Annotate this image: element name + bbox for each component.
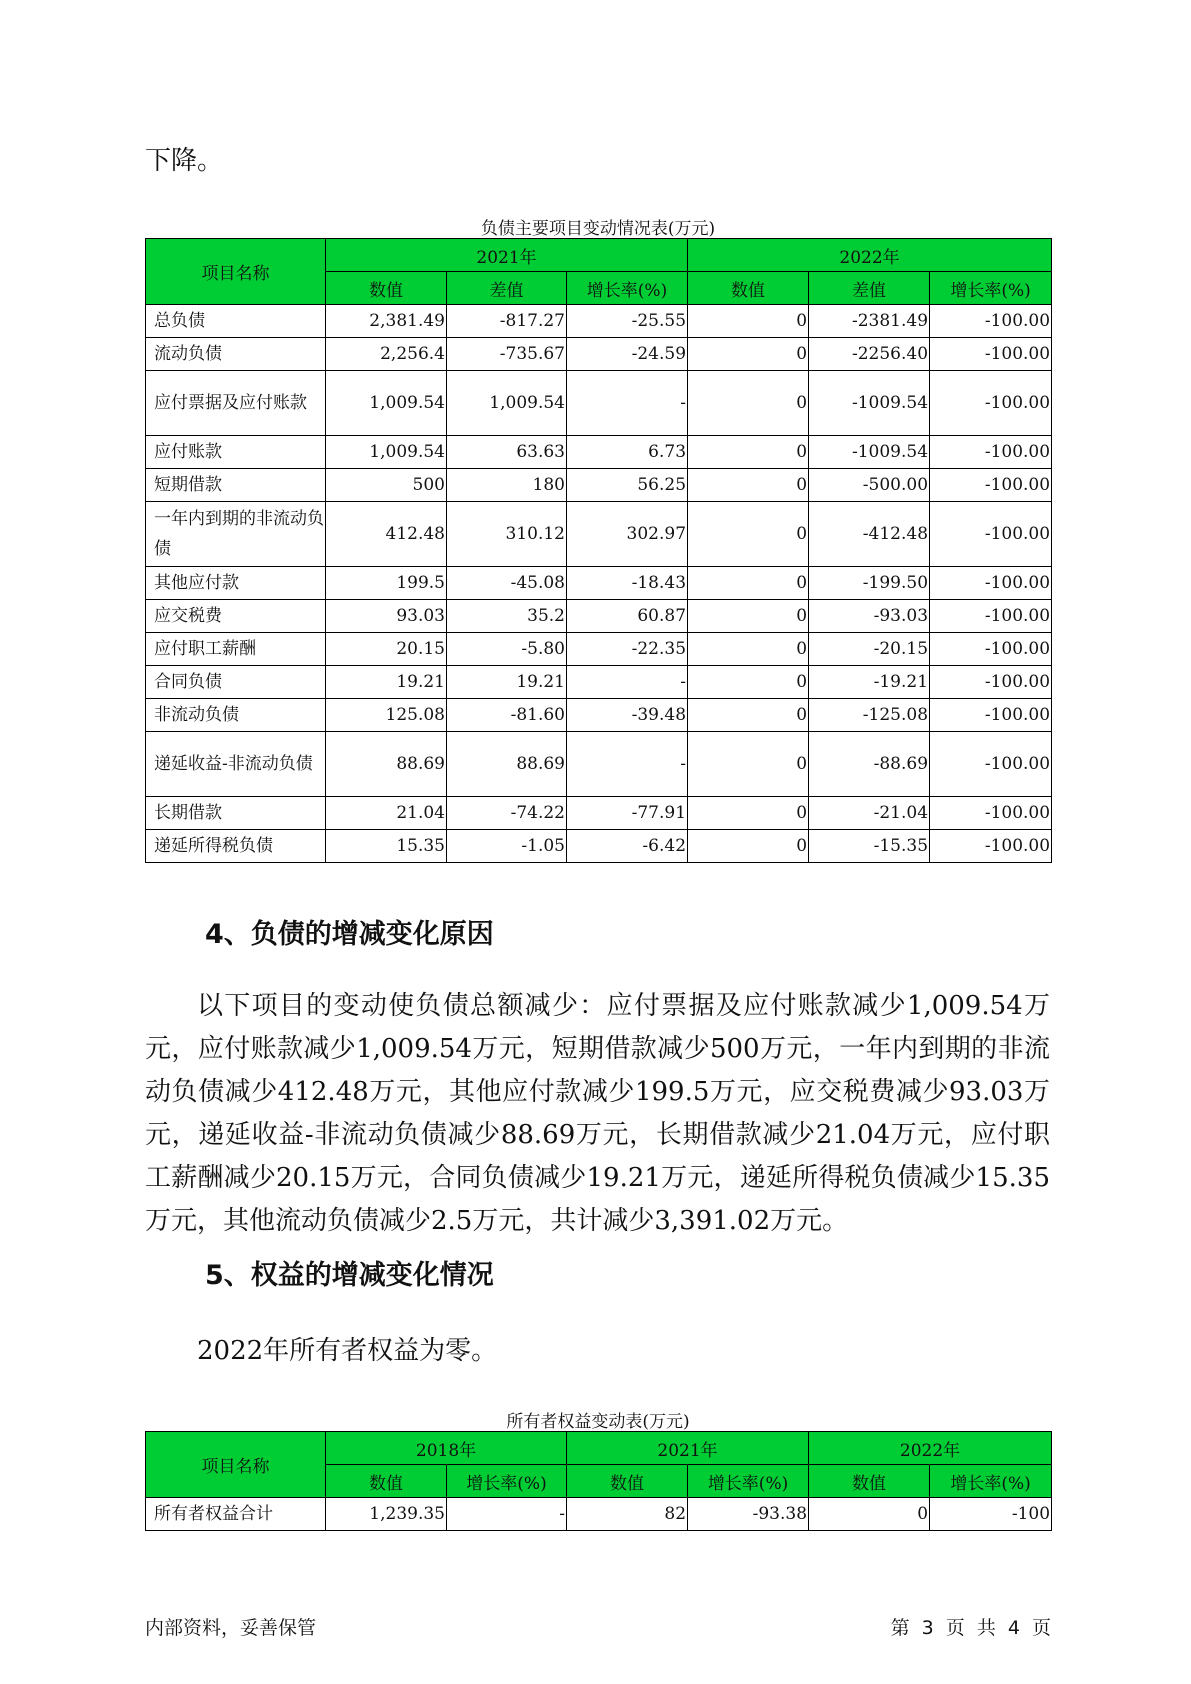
header-year-2022: 2022年 xyxy=(809,1432,1052,1465)
header-rate: 增长率(%) xyxy=(930,272,1052,305)
row-name: 应付职工薪酬 xyxy=(146,633,326,666)
cell-2021-rate: -25.55 xyxy=(567,305,688,338)
cell-2022-rate: -100.00 xyxy=(930,699,1052,732)
cell-2021-value: 1,009.54 xyxy=(326,436,447,469)
cell-2021-value: 21.04 xyxy=(326,797,447,830)
cell-2022-rate: -100.00 xyxy=(930,305,1052,338)
cell-2022-rate: -100.00 xyxy=(930,436,1052,469)
header-year-2022: 2022年 xyxy=(688,239,1052,272)
cell-2022-diff: -2381.49 xyxy=(809,305,930,338)
cell-2018-value: 1,239.35 xyxy=(326,1498,447,1531)
cell-2021-diff: -1.05 xyxy=(447,830,567,863)
table-row xyxy=(146,732,1052,797)
cell-2021-rate: 60.87 xyxy=(567,600,688,633)
row-name: 递延收益-非流动负债 xyxy=(146,732,326,797)
cell-2022-diff: -2256.40 xyxy=(809,338,930,371)
cell-2022-value: 0 xyxy=(688,371,809,436)
cell-2021-diff: -5.80 xyxy=(447,633,567,666)
cell-2022-value: 0 xyxy=(688,338,809,371)
table2-caption: 所有者权益变动表(万元) xyxy=(506,1412,690,1432)
cell-2021-rate: -77.91 xyxy=(567,797,688,830)
table-row xyxy=(146,436,1052,469)
cell-2021-value: 1,009.54 xyxy=(326,371,447,436)
cell-2022-value: 0 xyxy=(688,666,809,699)
cell-2021-value: 15.35 xyxy=(326,830,447,863)
header-rate: 增长率(%) xyxy=(688,1465,809,1498)
row-name: 总负债 xyxy=(146,305,326,338)
cell-2022-value: 0 xyxy=(688,699,809,732)
cell-2022-diff: -500.00 xyxy=(809,469,930,502)
cell-2022-value: 0 xyxy=(688,567,809,600)
intro-line: 下降。 xyxy=(145,146,224,176)
cell-2022-diff: -20.15 xyxy=(809,633,930,666)
header-year-2021: 2021年 xyxy=(567,1432,809,1465)
header-rate: 增长率(%) xyxy=(447,1465,567,1498)
cell-2021-rate: -93.38 xyxy=(688,1498,809,1531)
cell-2022-rate: -100.00 xyxy=(930,469,1052,502)
cell-2021-value: 88.69 xyxy=(326,732,447,797)
cell-2021-value: 93.03 xyxy=(326,600,447,633)
cell-2022-rate: -100.00 xyxy=(930,633,1052,666)
table-row xyxy=(146,338,1052,371)
cell-2021-value: 20.15 xyxy=(326,633,447,666)
section5-heading: 5、权益的增减变化情况 xyxy=(205,1260,494,1291)
cell-2022-rate: -100.00 xyxy=(930,502,1052,567)
row-name: 流动负债 xyxy=(146,338,326,371)
cell-2022-rate: -100.00 xyxy=(930,797,1052,830)
cell-2022-diff: -125.08 xyxy=(809,699,930,732)
row-name: 一年内到期的非流动负债 xyxy=(146,502,326,567)
cell-2022-rate: -100.00 xyxy=(930,732,1052,797)
header-rate: 增长率(%) xyxy=(567,272,688,305)
cell-2021-value: 82 xyxy=(567,1498,688,1531)
header-diff: 差值 xyxy=(447,272,567,305)
table-row xyxy=(146,567,1052,600)
cell-2022-diff: -88.69 xyxy=(809,732,930,797)
cell-2022-diff: -93.03 xyxy=(809,600,930,633)
cell-2021-rate: 56.25 xyxy=(567,469,688,502)
cell-2021-value: 412.48 xyxy=(326,502,447,567)
cell-2022-value: 0 xyxy=(688,830,809,863)
cell-2021-diff: -735.67 xyxy=(447,338,567,371)
table-row xyxy=(146,830,1052,863)
header-year-2021: 2021年 xyxy=(326,239,688,272)
table-row xyxy=(146,600,1052,633)
header-value: 数值 xyxy=(809,1465,930,1498)
cell-2022-diff: -21.04 xyxy=(809,797,930,830)
header-item-name: 项目名称 xyxy=(146,239,326,305)
cell-2022-diff: -412.48 xyxy=(809,502,930,567)
cell-2021-rate: - xyxy=(567,732,688,797)
cell-2022-rate: -100.00 xyxy=(930,666,1052,699)
table-row xyxy=(146,469,1052,502)
row-name: 其他应付款 xyxy=(146,567,326,600)
cell-2021-rate: 6.73 xyxy=(567,436,688,469)
table-row xyxy=(146,502,1052,567)
cell-2022-diff: -15.35 xyxy=(809,830,930,863)
table-row xyxy=(146,666,1052,699)
row-name: 应交税费 xyxy=(146,600,326,633)
cell-2022-rate: -100 xyxy=(930,1498,1052,1531)
cell-2021-diff: 19.21 xyxy=(447,666,567,699)
row-name: 短期借款 xyxy=(146,469,326,502)
cell-2021-value: 19.21 xyxy=(326,666,447,699)
header-diff: 差值 xyxy=(809,272,930,305)
row-name: 应付账款 xyxy=(146,436,326,469)
cell-2022-rate: -100.00 xyxy=(930,830,1052,863)
section4-paragraph: 以下项目的变动使负债总额减少：应付票据及应付账款减少1,009.54万元，应付账款减少1,009.54万元，短期借款减少500万元，一年内到期的非流动负债减少412.48万元，其他应付款减少199.5万元，应交税费减少93.03万元，递延收益-非流动负债减少88.69万元，长期借款减少21.04万元，应付职工薪酬减少20.15万元，合同负债减少19.21万元，递延所得税负债减少15.35万元，其他流动负债减少2.5万元，共计减少3,391.02万元。 xyxy=(145,991,1050,1236)
header-value: 数值 xyxy=(326,1465,447,1498)
header-item-name: 项目名称 xyxy=(146,1432,326,1498)
cell-2021-diff: 63.63 xyxy=(447,436,567,469)
header-value: 数值 xyxy=(326,272,447,305)
cell-2021-rate: - xyxy=(567,666,688,699)
cell-2022-diff: -19.21 xyxy=(809,666,930,699)
section4-heading: 4、负债的增减变化原因 xyxy=(205,919,494,950)
table-row xyxy=(146,371,1052,436)
cell-2021-diff: 88.69 xyxy=(447,732,567,797)
cell-2022-value: 0 xyxy=(688,469,809,502)
cell-2022-value: 0 xyxy=(688,633,809,666)
cell-2022-diff: -1009.54 xyxy=(809,371,930,436)
header-year-2018: 2018年 xyxy=(326,1432,567,1465)
cell-2022-value: 0 xyxy=(688,436,809,469)
cell-2022-rate: -100.00 xyxy=(930,338,1052,371)
cell-2021-rate: -39.48 xyxy=(567,699,688,732)
cell-2021-value: 2,256.4 xyxy=(326,338,447,371)
row-name: 合同负债 xyxy=(146,666,326,699)
row-name: 递延所得税负债 xyxy=(146,830,326,863)
table-row xyxy=(146,305,1052,338)
table-row xyxy=(146,1498,1052,1531)
cell-2022-value: 0 xyxy=(688,732,809,797)
liability-table xyxy=(145,238,1052,863)
footer-confidential-note: 内部资料，妥善保管 xyxy=(145,1617,317,1639)
header-rate: 增长率(%) xyxy=(930,1465,1052,1498)
equity-table xyxy=(145,1431,1052,1531)
table1-caption: 负债主要项目变动情况表(万元) xyxy=(480,219,716,239)
cell-2021-value: 199.5 xyxy=(326,567,447,600)
cell-2021-diff: 180 xyxy=(447,469,567,502)
cell-2021-diff: -74.22 xyxy=(447,797,567,830)
row-name: 长期借款 xyxy=(146,797,326,830)
cell-2021-value: 2,381.49 xyxy=(326,305,447,338)
cell-2022-value: 0 xyxy=(688,305,809,338)
cell-2022-value: 0 xyxy=(809,1498,930,1531)
table-row xyxy=(146,699,1052,732)
cell-2022-value: 0 xyxy=(688,600,809,633)
cell-2021-rate: -18.43 xyxy=(567,567,688,600)
cell-2021-value: 125.08 xyxy=(326,699,447,732)
cell-2021-diff: 1,009.54 xyxy=(447,371,567,436)
header-value: 数值 xyxy=(688,272,809,305)
cell-2021-diff: 35.2 xyxy=(447,600,567,633)
cell-2018-rate: - xyxy=(447,1498,567,1531)
cell-2022-rate: -100.00 xyxy=(930,371,1052,436)
footer-page-number: 第 3 页 共 4 页 xyxy=(890,1617,1051,1639)
cell-2021-rate: - xyxy=(567,371,688,436)
cell-2022-diff: -199.50 xyxy=(809,567,930,600)
cell-2021-rate: -22.35 xyxy=(567,633,688,666)
cell-2022-value: 0 xyxy=(688,502,809,567)
cell-2021-diff: 310.12 xyxy=(447,502,567,567)
header-value: 数值 xyxy=(567,1465,688,1498)
row-name: 非流动负债 xyxy=(146,699,326,732)
cell-2021-diff: -817.27 xyxy=(447,305,567,338)
cell-2021-rate: -6.42 xyxy=(567,830,688,863)
cell-2021-diff: -81.60 xyxy=(447,699,567,732)
cell-2021-diff: -45.08 xyxy=(447,567,567,600)
row-name: 应付票据及应付账款 xyxy=(146,371,326,436)
cell-2022-diff: -1009.54 xyxy=(809,436,930,469)
section5-paragraph: 2022年所有者权益为零。 xyxy=(197,1336,498,1366)
cell-2022-rate: -100.00 xyxy=(930,600,1052,633)
cell-2022-rate: -100.00 xyxy=(930,567,1052,600)
table-row xyxy=(146,633,1052,666)
table-row xyxy=(146,797,1052,830)
cell-2021-rate: -24.59 xyxy=(567,338,688,371)
row-name: 所有者权益合计 xyxy=(146,1498,326,1531)
cell-2021-rate: 302.97 xyxy=(567,502,688,567)
cell-2021-value: 500 xyxy=(326,469,447,502)
cell-2022-value: 0 xyxy=(688,797,809,830)
